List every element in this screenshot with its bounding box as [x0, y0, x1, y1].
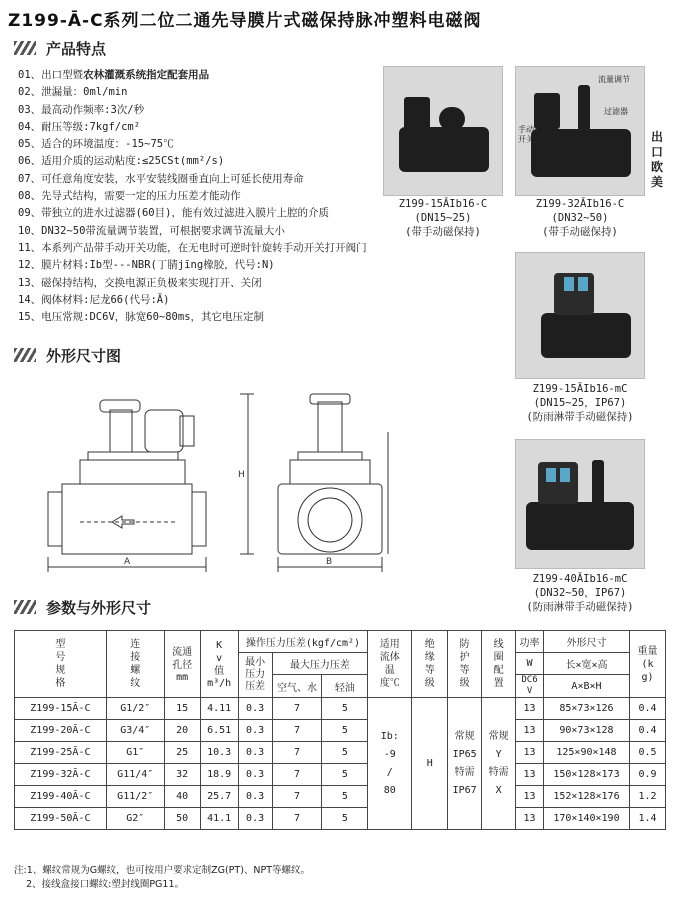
cell-min: 0.3 [238, 720, 272, 742]
footnotes [14, 864, 310, 892]
table-row [15, 764, 666, 786]
cell-max-oil: 5 [322, 764, 368, 786]
cell-model: Z199-20Ā-C [15, 720, 107, 742]
page-title: Z199-Ā-C系列二位二通先导膜片式磁保持脉冲塑料电磁阀 [8, 11, 482, 31]
section-title: 参数与外形尺寸 [46, 598, 152, 617]
product-note: (带手动磁保持) [542, 226, 618, 238]
col-header-insulation: 绝缘等级 [412, 631, 448, 698]
cell-weight: 0.4 [629, 720, 665, 742]
cell-max-air: 7 [272, 786, 322, 808]
feature-item [18, 205, 438, 222]
cell-weight: 1.2 [629, 786, 665, 808]
table-row [15, 720, 666, 742]
cell-kv: 18.9 [200, 764, 238, 786]
cell-kv: 6.51 [200, 720, 238, 742]
cell-bore: 15 [164, 698, 200, 720]
feature-item [18, 84, 438, 101]
cell-max-oil: 5 [322, 742, 368, 764]
cell-bore: 32 [164, 764, 200, 786]
feature-text: 适用介质的运动粘度:≤25CSt(mm²/s) [41, 155, 225, 168]
product-caption-2 [515, 197, 645, 239]
product-photo-15 [383, 66, 503, 196]
product-photo-40-mc [515, 439, 645, 569]
cell-max-air: 7 [272, 742, 322, 764]
cell-dims: 90×73×128 [544, 720, 630, 742]
cell-model: Z199-50Ā-C [15, 808, 107, 830]
cell-dims: 170×140×190 [544, 808, 630, 830]
col-header-power: 功率 [516, 631, 544, 653]
feature-text: 带独立的进水过滤器(60目)，能有效过滤进入膜片上腔的介质 [41, 207, 329, 220]
feature-text: 耐压等级:7kgf/cm² [41, 120, 141, 133]
col-header-dims-sub: 长×宽×高 [544, 653, 630, 675]
cell-merged-protect: 常规 IP65 特需 IP67 [448, 698, 482, 830]
feature-text: 阀体材料:尼龙66(代号:Ā) [41, 293, 170, 306]
feature-item [18, 309, 438, 326]
cell-power: 13 [516, 786, 544, 808]
feature-item [18, 67, 438, 84]
product-spec: (DN32~50，IP67) [533, 587, 627, 599]
col-header-air-water: 空气、水 [272, 675, 322, 698]
cell-weight: 1.4 [629, 808, 665, 830]
cell-min: 0.3 [238, 764, 272, 786]
cell-max-air: 7 [272, 808, 322, 830]
cell-bore: 50 [164, 808, 200, 830]
feature-number: 11、 [18, 241, 42, 254]
feature-item [18, 257, 438, 274]
cell-thread: G3/4″ [106, 720, 164, 742]
col-header-coil: 线圈配置 [482, 631, 516, 698]
cell-max-oil: 5 [322, 720, 368, 742]
cell-weight: 0.4 [629, 698, 665, 720]
feature-item [18, 188, 438, 205]
feature-number: 14、 [18, 293, 42, 306]
cell-max-oil: 5 [322, 808, 368, 830]
feature-item [18, 223, 438, 240]
cell-power: 13 [516, 808, 544, 830]
product-caption-1 [380, 197, 506, 239]
cell-dims: 150×128×173 [544, 764, 630, 786]
product-caption-4 [512, 572, 648, 614]
cell-thread: G1″ [106, 742, 164, 764]
cell-max-oil: 5 [322, 698, 368, 720]
feature-number: 03、 [18, 103, 42, 116]
feature-text: 电压常规:DC6V，脉宽60~80ms，其它电压定制 [41, 311, 265, 324]
footnote: 2、接线盒接口螺纹:塑封线圈PG11。 [14, 879, 185, 890]
feature-number: 07、 [18, 172, 42, 185]
cell-power: 13 [516, 764, 544, 786]
table-header-row [15, 631, 666, 653]
col-header-dims-abh: A×B×H [544, 675, 630, 698]
product-spec: (DN32~50) [551, 212, 609, 224]
table-row [15, 698, 666, 720]
section-marker-icon [14, 600, 36, 614]
col-header-power-unit: W [516, 653, 544, 675]
product-note: (带手动磁保持) [405, 226, 481, 238]
feature-number: 09、 [18, 207, 42, 220]
cell-merged-insulation: H [412, 698, 448, 830]
product-spec: (DN15~25) [414, 212, 472, 224]
section-dimensions-header [14, 345, 121, 365]
spec-table [14, 630, 666, 830]
cell-kv: 4.11 [200, 698, 238, 720]
col-header-thread: 连接螺纹 [106, 631, 164, 698]
col-header-bore: 流通孔径 mm [164, 631, 200, 698]
manual-switch-label: 手动 开关 [518, 125, 534, 144]
feature-highlight: 农林灌溉系统指定配套用品 [83, 69, 210, 81]
feature-item [18, 102, 438, 119]
section-features-header [14, 38, 106, 58]
cell-max-oil: 5 [322, 786, 368, 808]
cell-power: 13 [516, 720, 544, 742]
feature-number: 15、 [18, 311, 42, 324]
cell-min: 0.3 [238, 698, 272, 720]
col-header-model: 型号规格 [15, 631, 107, 698]
cell-weight: 0.9 [629, 764, 665, 786]
cell-merged-coil: 常规 Y 特需 X [482, 698, 516, 830]
col-header-dc: DC6V [516, 675, 544, 698]
cell-kv: 10.3 [200, 742, 238, 764]
feature-text: 可任意角度安装，水平安装线圈垂直向上可延长使用寿命 [41, 172, 304, 185]
feature-number: 10、 [18, 224, 42, 237]
section-params-header [14, 597, 151, 617]
cell-model: Z199-32Ā-C [15, 764, 107, 786]
footnote: 注:1、螺纹常规为G螺纹，也可按用户要求定制ZG(PT)、NPT等螺纹。 [14, 865, 311, 876]
feature-text: 先导式结构，需要一定的压力压差才能动作 [41, 190, 241, 203]
section-title: 产品特点 [46, 39, 107, 58]
feature-item [18, 292, 438, 309]
feature-number: 06、 [18, 155, 42, 168]
dimension-drawing [40, 372, 400, 582]
cell-model: Z199-40Ā-C [15, 786, 107, 808]
feature-number: 05、 [18, 138, 42, 151]
col-header-weight: 重量(kg) [629, 631, 665, 698]
cell-max-air: 7 [272, 720, 322, 742]
col-header-max-pressure: 最大压力压差 [272, 653, 368, 675]
feature-text: DN32~50带流量调节装置，可根据要求调节流量大小 [41, 224, 285, 237]
product-note: (防雨淋带手动磁保持) [526, 411, 634, 423]
product-note: (防雨淋带手动磁保持) [526, 601, 634, 613]
cell-kv: 25.7 [200, 786, 238, 808]
cell-kv: 41.1 [200, 808, 238, 830]
feature-text: 本系列产品带手动开关功能，在无电时可逆时针旋转手动开关打开阀门 [41, 241, 367, 254]
feature-item [18, 275, 438, 292]
col-header-min-pressure: 最小压力压差 [238, 653, 272, 698]
section-marker-icon [14, 41, 36, 55]
cell-min: 0.3 [238, 786, 272, 808]
product-model: Z199-15ĀIb16-mC [532, 383, 628, 395]
cell-min: 0.3 [238, 742, 272, 764]
cell-thread: G1/2″ [106, 698, 164, 720]
section-title: 外形尺寸图 [46, 346, 122, 365]
feature-text: 最高动作频率:3次/秒 [41, 103, 145, 116]
cell-power: 13 [516, 698, 544, 720]
cell-max-air: 7 [272, 764, 322, 786]
table-row [15, 786, 666, 808]
cell-thread: G2″ [106, 808, 164, 830]
product-photo-15-mc [515, 252, 645, 379]
cell-thread: G11/4″ [106, 764, 164, 786]
cell-thread: G11/2″ [106, 786, 164, 808]
product-caption-3 [512, 382, 648, 424]
table-row [15, 808, 666, 830]
feature-number: 02、 [18, 86, 42, 99]
cell-power: 13 [516, 742, 544, 764]
product-model: Z199-32ĀIb16-C [535, 198, 625, 210]
feature-item [18, 240, 438, 257]
filter-label: 过滤器 [604, 107, 628, 116]
cell-dims: 152×128×176 [544, 786, 630, 808]
feature-item [18, 119, 438, 136]
dim-label-b: B [326, 557, 333, 567]
feature-number: 08、 [18, 190, 42, 203]
feature-item [18, 153, 438, 170]
feature-text: 磁保持结构，交换电源正负极来实现打开、关闭 [41, 276, 262, 289]
col-header-dims: 外形尺寸 [544, 631, 630, 653]
col-header-light-oil: 轻油 [322, 675, 368, 698]
product-model: Z199-15ĀIb16-C [398, 198, 488, 210]
feature-item [18, 171, 438, 188]
cell-weight: 0.5 [629, 742, 665, 764]
cell-model: Z199-15Ā-C [15, 698, 107, 720]
feature-number: 13、 [18, 276, 42, 289]
table-row [15, 742, 666, 764]
feature-item [18, 136, 438, 153]
cell-bore: 20 [164, 720, 200, 742]
cell-dims: 85×73×126 [544, 698, 630, 720]
product-model: Z199-40ĀIb16-mC [532, 573, 628, 585]
cell-max-air: 7 [272, 698, 322, 720]
cell-model: Z199-25Ā-C [15, 742, 107, 764]
cell-merged-temp: Ib: -9 / 80 [368, 698, 412, 830]
feature-text: 适合的环境温度：-15~75℃ [41, 138, 174, 151]
cell-dims: 125×90×148 [544, 742, 630, 764]
feature-text: 膜片材料:Ib型---NBR(丁腈jīng橡胶，代号:N) [41, 259, 275, 272]
cell-min: 0.3 [238, 808, 272, 830]
col-header-kv: Kv值 m³/h [200, 631, 238, 698]
dim-label-h: H [238, 470, 245, 480]
feature-text: 出口型暨 [41, 69, 84, 81]
col-header-protect: 防护等级 [448, 631, 482, 698]
cell-bore: 40 [164, 786, 200, 808]
feature-number: 04、 [18, 120, 42, 133]
flow-adjust-label: 流量调节 [598, 75, 630, 84]
export-note: 出口欧美 [650, 130, 663, 189]
cell-bore: 25 [164, 742, 200, 764]
col-header-temp: 适用流体温度℃ [368, 631, 412, 698]
section-marker-icon [14, 348, 36, 362]
feature-number: 12、 [18, 259, 42, 272]
dim-label-a: A [124, 557, 131, 567]
col-header-pressure: 操作压力压差(kgf/cm²) [238, 631, 368, 653]
feature-text: 泄漏量：0ml/min [41, 86, 128, 99]
product-spec: (DN15~25，IP67) [533, 397, 627, 409]
feature-list [18, 67, 438, 326]
product-photo-32 [515, 66, 645, 196]
feature-number: 01、 [18, 69, 42, 81]
